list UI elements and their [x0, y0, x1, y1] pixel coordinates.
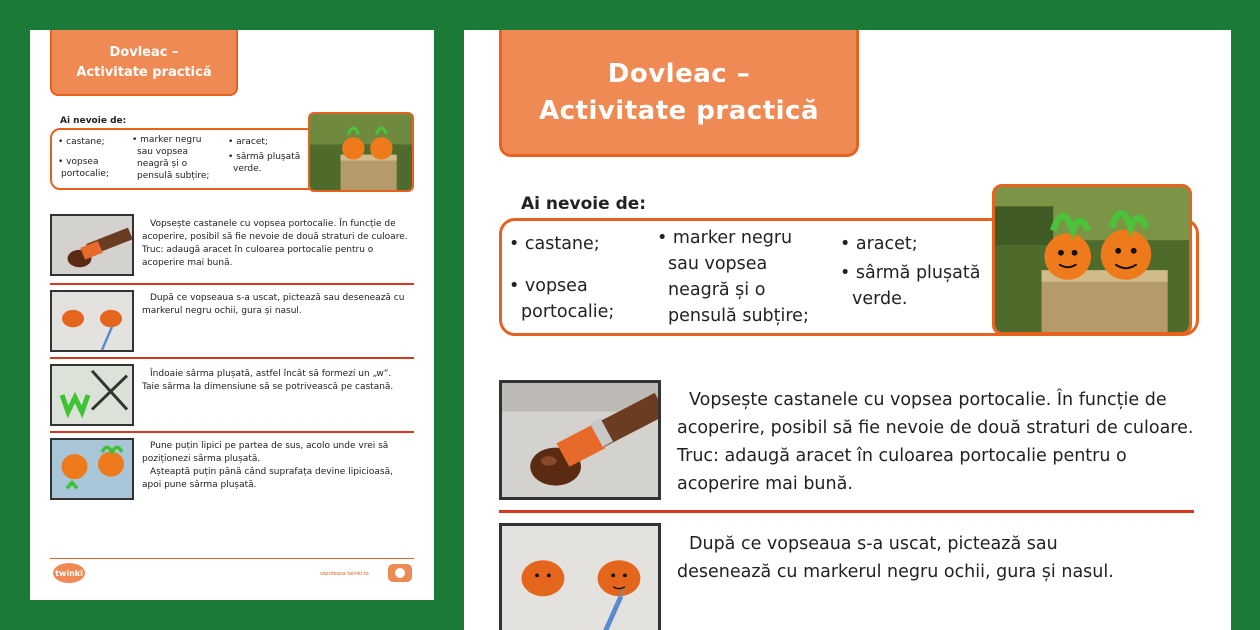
svg-text:twinkl: twinkl [55, 569, 83, 578]
thumb-step2-photo [50, 290, 134, 352]
main-page [464, 30, 1231, 630]
need-item: • aracet; [840, 234, 918, 254]
step2-photo [499, 523, 661, 630]
step1-photo [499, 380, 661, 500]
pumpkins-photo [992, 184, 1192, 335]
thumb-divider [50, 431, 414, 433]
title-line2: Activitate practică [538, 96, 819, 126]
need-item: sau vopsea [668, 254, 768, 274]
need-item: • sârmă plușată [840, 263, 981, 283]
thumb-step1-photo [50, 214, 134, 276]
thumb-need-item: sau vopsea [137, 147, 189, 157]
page-title [499, 30, 859, 157]
thumb-needs-col3 [228, 136, 300, 175]
thumb-needs-col2 [132, 134, 209, 182]
thumb-need-item: portocalie; [61, 169, 109, 179]
title-line1: Dovleac – [607, 59, 751, 89]
thumb-divider [50, 357, 414, 359]
needs-label: Ai nevoie de: [521, 194, 647, 214]
thumb-need-item: pensulă subțire; [137, 171, 210, 181]
thumb-need-item: neagră și o [137, 159, 188, 169]
need-item: • castane; [509, 234, 600, 254]
thumb-need-item: • marker negru [132, 135, 202, 145]
thumb-title-line1: Dovleac – [109, 45, 179, 60]
thumb-step3-line2: Taie sârma la dimensiune să se potrivească pe castană. [142, 382, 394, 392]
thumb-need-item: • sârmă plușată [228, 152, 301, 162]
thumb-step3-line1: Îndoaie sârma plușată, astfel încât să formezi un „w”. [150, 369, 392, 379]
twinkl-badge-logo [386, 562, 414, 584]
thumb-need-item: • aracet; [228, 137, 268, 147]
need-item: pensulă subțire; [668, 306, 809, 326]
needs-col2 [657, 225, 809, 329]
step1-text: Vopsește castanele cu vopsea portocalie. În funcție de acoperire, posibil să fie nevoie de două straturi de culoare. Truc: adaugă aracet în culoarea portocalie pentru o acoperire mai bună. [677, 390, 1194, 494]
thumb-step4-photo [50, 438, 134, 500]
thumb-step4-line1: Pune puțin lipici pe partea de sus, acolo unde vrei să poziționezi sârma plușată. [142, 441, 389, 464]
step2-text: După ce vopseaua s-a uscat, pictează sau desenează cu markerul negru ochii, gura și nasul. [677, 534, 1114, 582]
need-item: • marker negru [657, 228, 793, 248]
thumb-title-line2: Activitate practică [76, 65, 212, 80]
step-divider [499, 510, 1194, 513]
thumb-need-item: • castane; [58, 137, 105, 147]
thumb-needs-label: Ai nevoie de: [60, 116, 127, 126]
thumbnail-page[interactable] [30, 30, 434, 600]
thumb-needs-col1 [58, 136, 109, 180]
thumb-title-box [50, 30, 238, 96]
need-item: verde. [852, 289, 908, 309]
thumb-step2-text: După ce vopseaua s-a uscat, pictează sau desenează cu markerul negru ochii, gura și nasul. [142, 293, 405, 316]
needs-col3 [840, 231, 980, 312]
thumb-footer-url: văzuteaza twinkl.ro [320, 571, 369, 577]
thumb-step4-line2: Așteaptă puțin până când suprafața devine lipicioasă, apoi pune sârma plușată. [142, 467, 393, 490]
thumb-need-item: verde. [233, 164, 262, 174]
thumb-need-item: • vopsea [58, 157, 99, 167]
thumb-divider [50, 283, 414, 285]
need-item: neagră și o [668, 280, 766, 300]
needs-col1 [509, 231, 614, 325]
thumb-pumpkins-photo [308, 112, 414, 192]
thumb-step1-text: Vopsește castanele cu vopsea portocalie. În funcție de acoperire, posibil să fie nevoie de două straturi de culoare. Truc: adaugă aracet în culoarea portocalie pentru o acoperire mai bună. [142, 219, 408, 268]
thumb-footer-line [50, 558, 414, 559]
thumb-step3-photo [50, 364, 134, 426]
thumb-step3-text [142, 368, 414, 394]
need-item: portocalie; [521, 302, 615, 322]
need-item: • vopsea [509, 276, 588, 296]
thumb-step4-text [142, 440, 414, 492]
twinkl-logo [52, 562, 86, 584]
